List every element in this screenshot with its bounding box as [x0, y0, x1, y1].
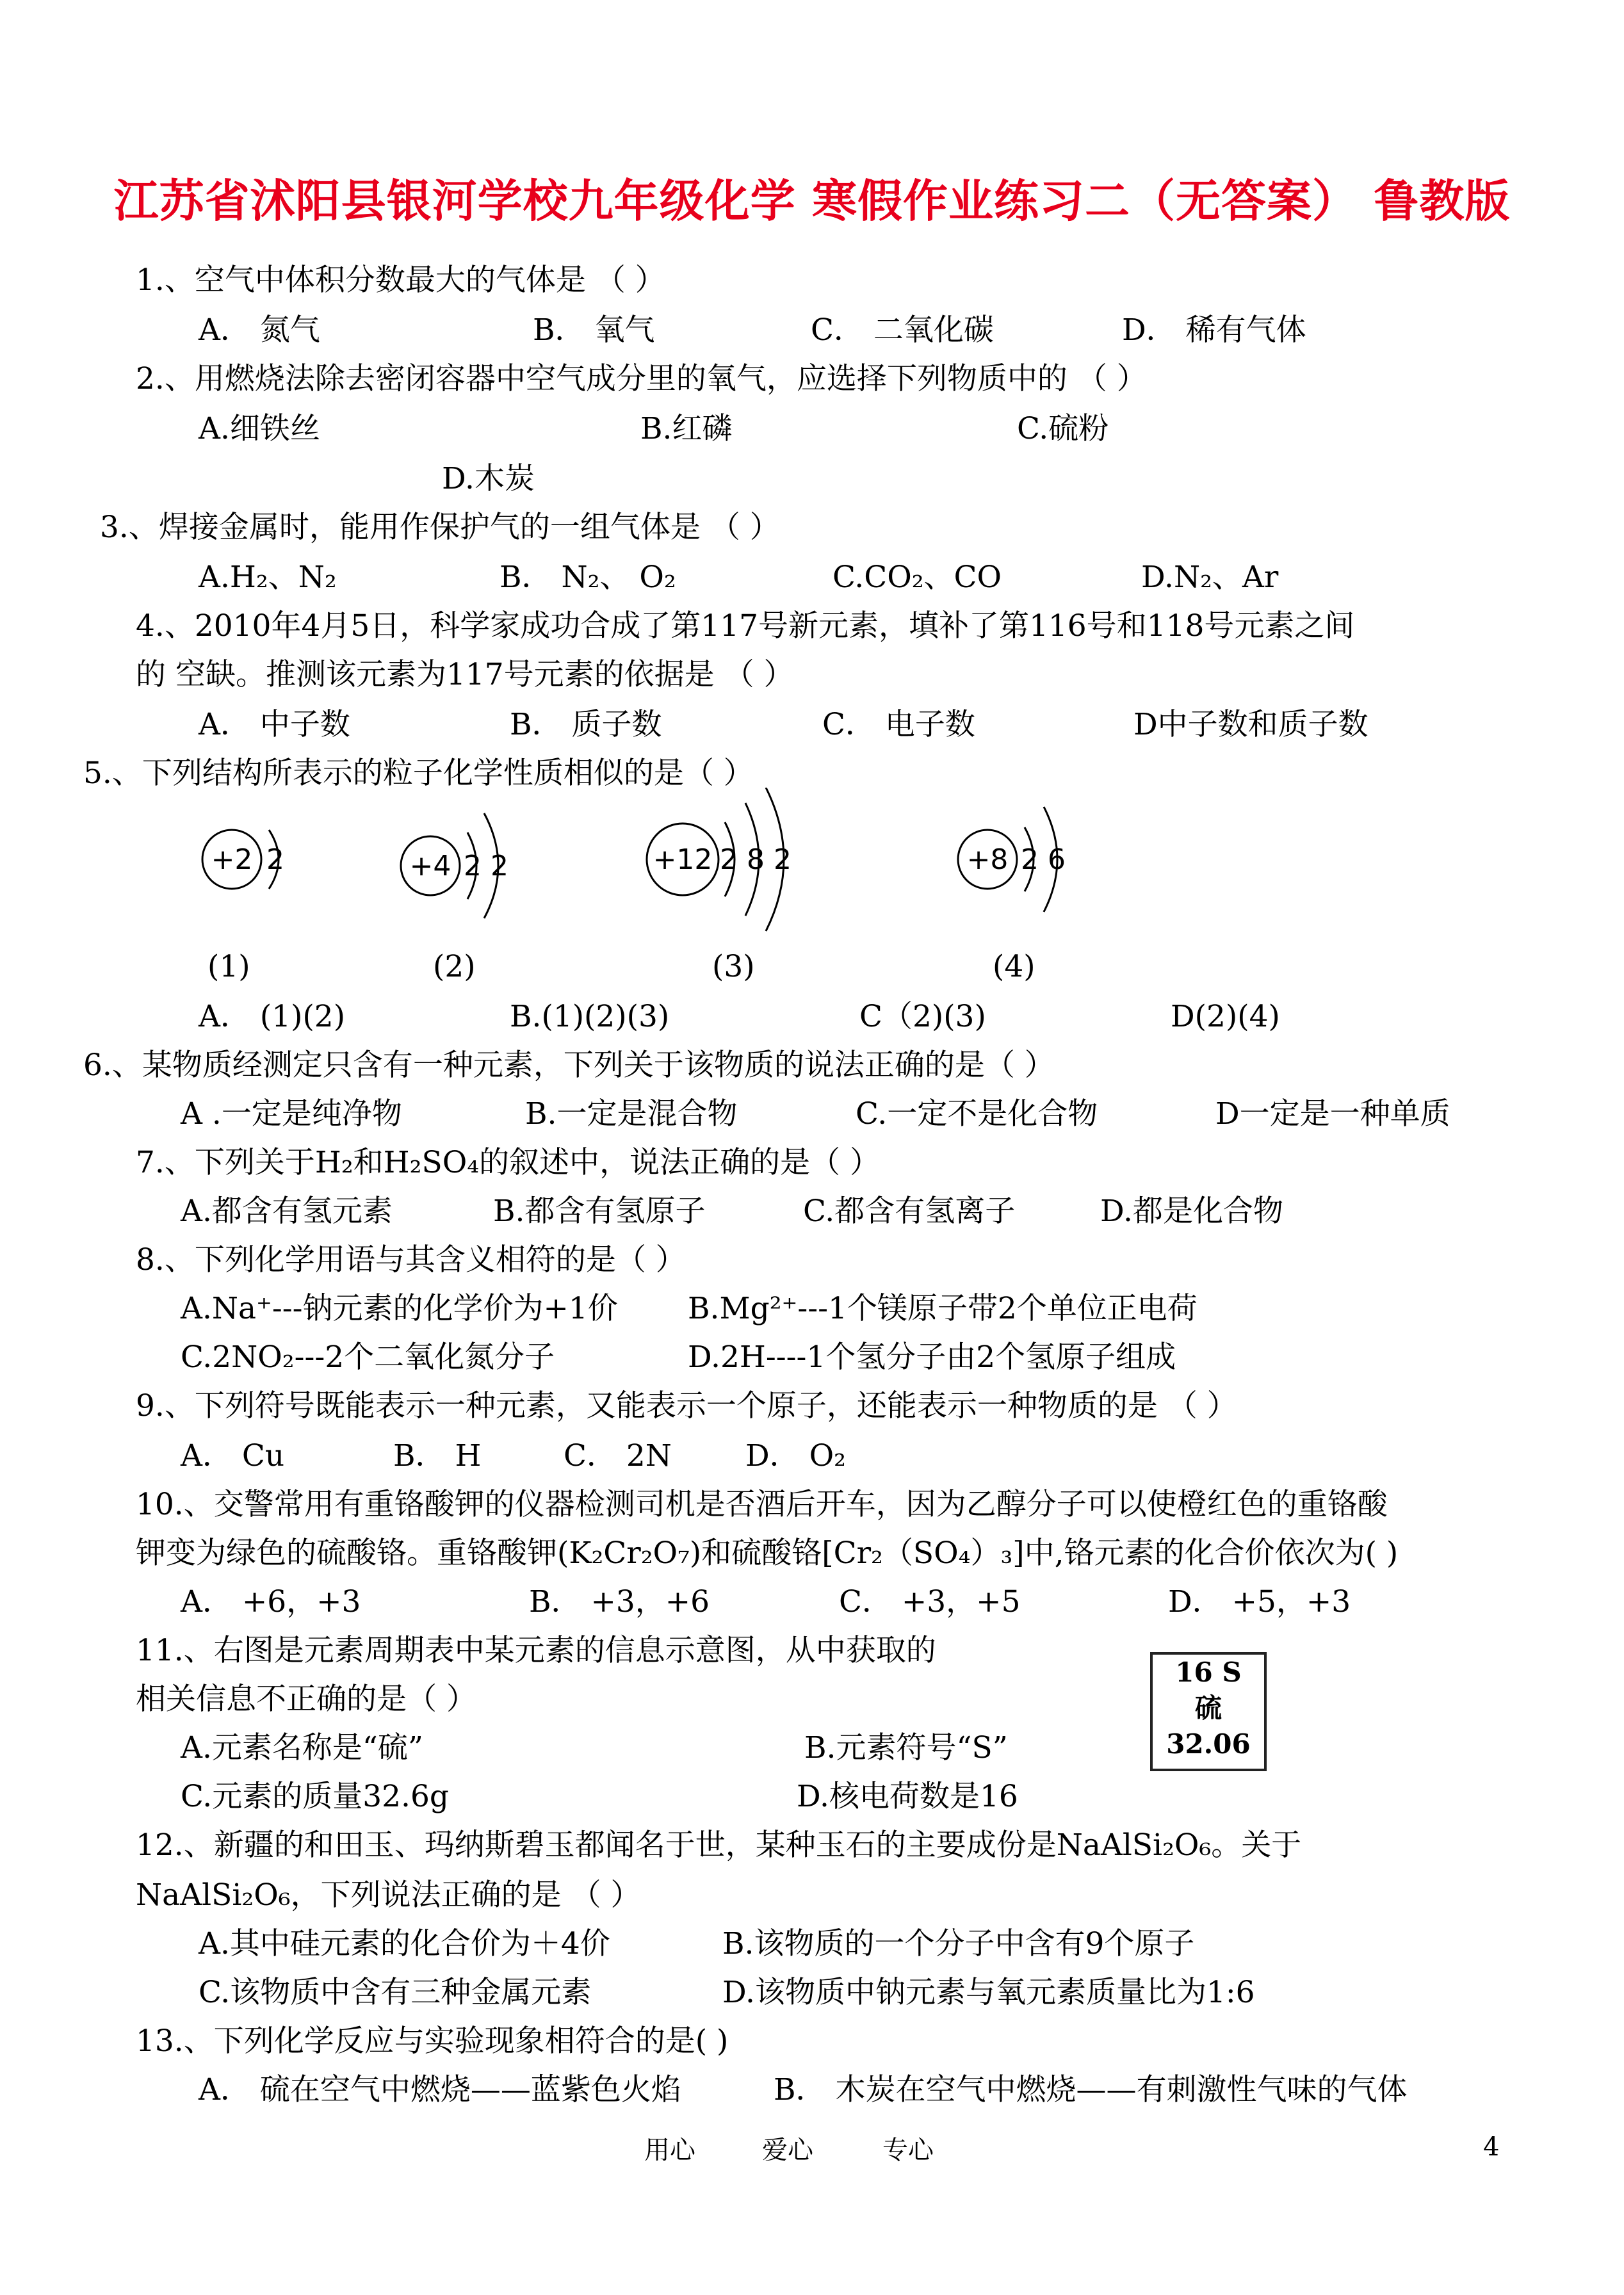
question-7-stem: 7.、下列关于H₂和H₂SO₄的叙述中，说法正确的是（ ） — [136, 1145, 881, 1180]
question-6-option-a: A .一定是纯净物 — [181, 1096, 402, 1131]
question-3-option-a: A.H₂、N₂ — [199, 560, 337, 595]
question-12-option-a: A.其中硅元素的化合价为＋4价 — [199, 1926, 610, 1961]
question-4-option-d: D中子数和质子数 — [1133, 707, 1368, 742]
question-10-option-b: B． +3，+6 — [529, 1584, 710, 1619]
question-11-stem-continued: 相关信息不正确的是（ ） — [136, 1682, 476, 1717]
atom-4-label: (4) — [993, 949, 1035, 984]
question-9-option-c: C． 2N — [564, 1438, 672, 1473]
question-11-option-d: D.核电荷数是16 — [797, 1779, 1018, 1814]
footer-item-1: 用心 — [644, 2136, 695, 2165]
question-10-option-c: C． +3，+5 — [839, 1584, 1021, 1619]
atom-diagram-1 — [202, 830, 284, 889]
question-4-option-b: B． 质子数 — [510, 707, 662, 742]
question-2-stem: 2.、用燃烧法除去密闭容器中空气成分里的氧气，应选择下列物质中的 （ ） — [136, 361, 1147, 396]
question-12-stem: 12.、新疆的和田玉、玛纳斯碧玉都闻名于世，某种玉石的主要成份是NaAlSi₂O₆。关于 — [136, 1828, 1302, 1863]
question-5-option-d: D(2)(4) — [1171, 999, 1280, 1034]
element-name: 硫 — [1194, 1692, 1222, 1724]
question-1-stem: 1.、空气中体积分数最大的气体是 （ ） — [136, 263, 665, 298]
question-5-option-a: A． (1)(2) — [199, 999, 346, 1034]
question-7-option-d: D.都是化合物 — [1100, 1194, 1283, 1229]
question-11-stem: 11.、右图是元素周期表中某元素的信息示意图，从中获取的 — [136, 1633, 936, 1668]
question-6-option-c: C.一定不是化合物 — [856, 1096, 1098, 1131]
atom-4-nucleus: +8 — [966, 843, 1009, 876]
question-10-option-a: A． +6，+3 — [181, 1584, 361, 1619]
question-9-option-d: D． O₂ — [745, 1438, 846, 1473]
question-10-stem: 10.、交警常用有重铬酸钾的仪器检测司机是否酒后开车，因为乙醇分子可以使橙红色的重铬酸 — [136, 1487, 1388, 1522]
question-3-option-c: C.CO₂、CO — [832, 560, 1002, 595]
question-13-option-b: B． 木炭在空气中燃烧——有刺激性气味的气体 — [774, 2072, 1408, 2107]
atom-diagram-4 — [958, 807, 1066, 912]
question-5-stem: 5.、下列结构所表示的粒子化学性质相似的是（ ） — [83, 756, 754, 791]
question-8-stem: 8.、下列化学用语与其含义相符的是（ ） — [136, 1242, 686, 1277]
question-9-option-b: B． H — [393, 1438, 482, 1473]
atom-2-label: (2) — [433, 949, 476, 984]
question-11-option-b: B.元素符号“S” — [804, 1730, 1008, 1765]
question-10-stem-continued: 钾变为绿色的硫酸铬。重铬酸钾(K₂Cr₂O₇)和硫酸铬[Cr₂（SO₄）₃]中,铬元素的化合价依次为( ) — [136, 1536, 1399, 1571]
question-9-stem: 9.、下列符号既能表示一种元素，又能表示一个原子，还能表示一种物质的是 （ ） — [136, 1388, 1237, 1423]
question-1-option-b: B． 氧气 — [533, 312, 655, 348]
atom-1-nucleus: +2 — [211, 843, 253, 876]
periodic-element-box — [1150, 1652, 1267, 1771]
question-8-option-d: D.2H----1个氢分子由2个氢原子组成 — [688, 1340, 1176, 1375]
element-number: 16 — [1175, 1657, 1213, 1688]
question-12-option-d: D.该物质中钠元素与氧元素质量比为1:6 — [722, 1975, 1255, 2010]
question-1-option-d: D． 稀有气体 — [1122, 312, 1306, 348]
question-12-option-b: B.该物质的一个分子中含有9个原子 — [722, 1926, 1195, 1961]
atom-diagram-2 — [401, 813, 508, 918]
question-8-option-a: A.Na⁺---钠元素的化学价为+1价 — [181, 1291, 618, 1326]
question-2-option-b: B.红磷 — [640, 411, 733, 446]
question-7-option-b: B.都含有氢原子 — [493, 1194, 706, 1229]
question-3-stem: 3.、焊接金属时，能用作保护气的一组气体是 （ ） — [100, 510, 780, 545]
question-1-option-a: A． 氮气 — [199, 312, 320, 348]
question-12-option-c: C.该物质中含有三种金属元素 — [199, 1975, 592, 2010]
question-2-option-d: D.木炭 — [442, 461, 535, 496]
element-mass: 32.06 — [1166, 1728, 1251, 1760]
atom-diagram-3 — [647, 788, 792, 931]
atom-4-shells: 2 6 — [1021, 843, 1066, 876]
question-13-stem: 13.、下列化学反应与实验现象相符合的是( ) — [136, 2023, 729, 2059]
question-4-option-c: C． 电子数 — [822, 707, 975, 742]
footer-item-3: 专心 — [882, 2136, 934, 2165]
question-2-option-a: A.细铁丝 — [199, 411, 320, 446]
question-3-option-d: D.N₂、Ar — [1141, 560, 1279, 595]
question-5-option-c: C（2)(3) — [859, 999, 986, 1034]
element-symbol: S — [1222, 1657, 1242, 1688]
question-8-option-c: C.2NO₂---2个二氧化氮分子 — [181, 1340, 555, 1375]
footer-item-2: 爱心 — [762, 2136, 813, 2165]
page-number: 4 — [1483, 2132, 1500, 2162]
question-9-option-a: A． Cu — [181, 1438, 285, 1473]
question-6-stem: 6.、某物质经测定只含有一种元素，下列关于该物质的说法正确的是（ ） — [83, 1048, 1055, 1083]
question-10-option-d: D． +5，+3 — [1168, 1584, 1351, 1619]
question-5-option-b: B.(1)(2)(3) — [510, 999, 670, 1034]
question-1-option-c: C． 二氧化碳 — [811, 312, 994, 348]
question-7-option-a: A.都含有氢元素 — [181, 1194, 393, 1229]
question-4-stem: 4.、2010年4月5日，科学家成功合成了第117号新元素，填补了第116号和118号元素之间 — [136, 608, 1355, 644]
question-8-option-b: B.Mg²⁺---1个镁原子带2个单位正电荷 — [688, 1291, 1198, 1326]
question-4-option-a: A． 中子数 — [199, 707, 350, 742]
atom-1-label: (1) — [207, 949, 250, 984]
document-title: 江苏省沭阳县银河学校九年级化学 寒假作业练习二（无答案） 鲁教版 — [113, 174, 1511, 227]
question-2-option-c: C.硫粉 — [1017, 411, 1109, 446]
question-7-option-c: C.都含有氢离子 — [803, 1194, 1016, 1229]
question-11-option-c: C.元素的质量32.6g — [181, 1779, 449, 1814]
atom-3-shells: 2 8 2 — [720, 843, 792, 876]
question-6-option-d: D一定是一种单质 — [1215, 1096, 1450, 1131]
question-6-option-b: B.一定是混合物 — [525, 1096, 738, 1131]
question-11-option-a: A.元素名称是“硫” — [181, 1730, 423, 1765]
question-4-stem-continued: 的 空缺。推测该元素为117号元素的依据是 （ ） — [136, 657, 794, 692]
atom-2-nucleus: +4 — [409, 850, 451, 882]
atom-2-shells: 2 2 — [464, 850, 508, 882]
atom-3-nucleus: +12 — [653, 843, 713, 876]
question-12-stem-continued: NaAlSi₂O₆，下列说法正确的是 （ ） — [136, 1877, 641, 1913]
atom-1-shells: 2 — [266, 843, 284, 876]
question-3-option-b: B． N₂、 O₂ — [499, 560, 676, 595]
atom-structure-diagrams — [0, 788, 1624, 954]
question-13-option-a: A． 硫在空气中燃烧——蓝紫色火焰 — [199, 2072, 681, 2107]
atom-3-label: (3) — [712, 949, 755, 984]
